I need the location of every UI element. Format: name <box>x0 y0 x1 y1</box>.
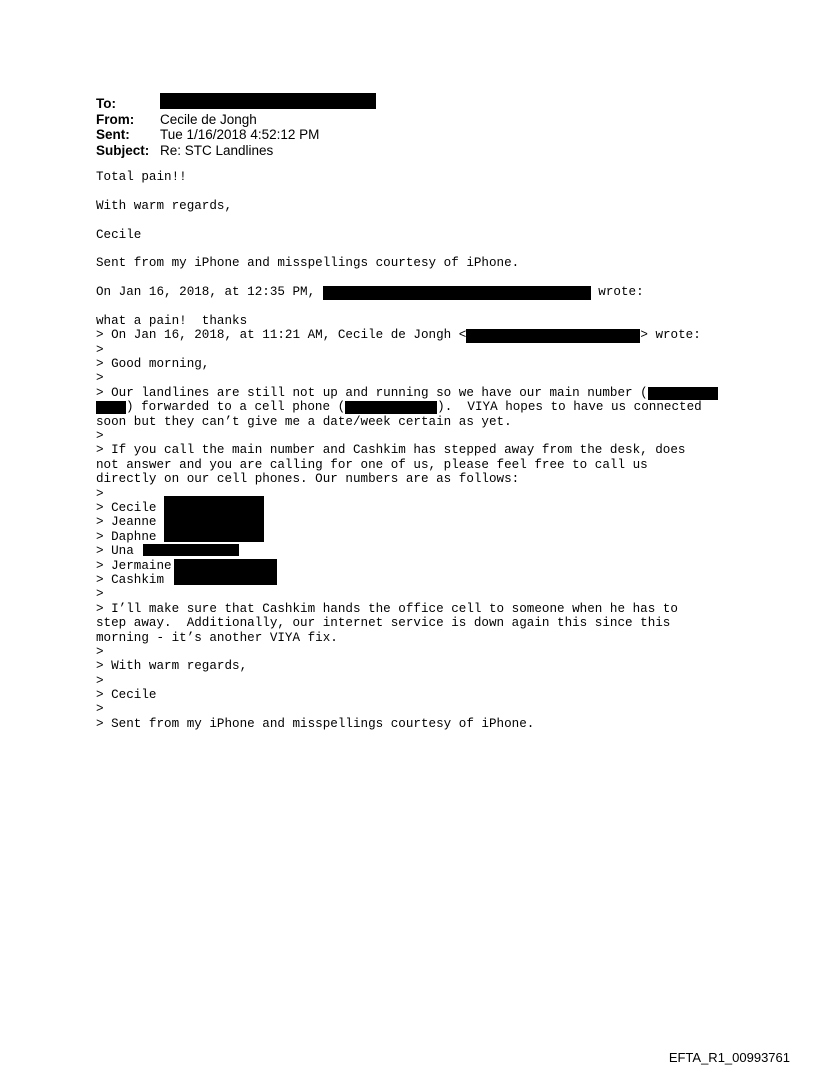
reply-signature: Sent from my iPhone and misspellings courtesy of iPhone. <box>96 256 520 271</box>
quote-marker: > <box>96 486 104 501</box>
daphne-number-redaction <box>164 530 264 542</box>
office-line-3: morning - it’s another VIYA fix. <box>96 630 338 645</box>
name-row: > Cashkim <box>96 573 756 587</box>
cashkim-number-redaction <box>174 573 277 585</box>
main-number-redaction-cont <box>96 401 126 414</box>
email-body <box>96 170 756 731</box>
quote-marker: > <box>96 587 104 602</box>
nested-signature: > Sent from my iPhone and misspellings courtesy of iPhone. <box>96 716 535 731</box>
reply-text: Total pain!! <box>96 170 187 184</box>
name-row: > Cecile <box>96 501 756 515</box>
landlines-line-3: soon but they can’t give me a date/week certain as yet. <box>96 414 512 429</box>
office-line-1: > I’ll make sure that Cashkim hands the office cell to someone when he has to <box>96 601 678 616</box>
sender-redaction <box>323 286 591 300</box>
nested-name: > Cecile <box>96 688 157 703</box>
nested-regards: > With warm regards, <box>96 659 248 674</box>
quote-marker: > <box>96 429 104 444</box>
from-label: From: <box>96 111 135 127</box>
jermaine-number-redaction <box>174 559 277 574</box>
subject-value: Re: STC Landlines <box>160 142 274 158</box>
quote-marker: > <box>96 371 104 386</box>
nested-intro-start: > On Jan 16, 2018, at 11:21 AM, Cecile de Jongh < <box>96 328 467 343</box>
good-morning: > Good morning, <box>96 357 210 372</box>
quote-marker: > <box>96 673 104 688</box>
jeanne-number-redaction <box>164 515 264 530</box>
name-row: > Daphne <box>96 530 756 544</box>
main-number-redaction <box>648 387 718 400</box>
cell-number-redaction <box>345 401 437 414</box>
nested-intro <box>96 328 756 342</box>
from-value: Cecile de Jongh <box>160 111 257 127</box>
reply-regards: With warm regards, <box>96 198 233 213</box>
landlines-line-2: ) forwarded to a cell phone ( ). VIYA hopes to have us connected <box>96 400 756 414</box>
call-line-1: > If you call the main number and Cashkim has stepped away from the desk, does <box>96 443 686 458</box>
to-redaction <box>160 93 376 109</box>
office-line-2: step away. Additionally, our internet service is down again this since this <box>96 616 671 631</box>
subject-label: Subject: <box>96 142 150 158</box>
landlines-line-1: > Our landlines are still not up and running so we have our main number ( <box>96 386 756 400</box>
document-id: EFTA_R1_00993761 <box>668 1050 790 1065</box>
name-row: > Jeanne <box>96 515 756 529</box>
to-label: To: <box>96 96 116 111</box>
quote-marker: > <box>96 702 104 717</box>
call-line-2: not answer and you are calling for one of us, please feel free to call us <box>96 457 648 472</box>
sent-label: Sent: <box>96 127 130 142</box>
una-number-redaction <box>143 544 239 556</box>
quote-marker: > <box>96 342 104 357</box>
reply-name: Cecile <box>96 227 142 242</box>
pain-line: what a pain! thanks <box>96 313 248 328</box>
name-row: > Jermaine <box>96 559 756 573</box>
email-header <box>96 96 396 160</box>
call-line-3: directly on our cell phones. Our numbers are as follows: <box>96 472 520 487</box>
quote-intro-end: wrote: <box>598 285 644 300</box>
sent-value: Tue 1/16/2018 4:52:12 PM <box>160 127 320 142</box>
quote-intro <box>96 285 756 299</box>
name-row: > Una <box>96 544 756 558</box>
email-redaction <box>466 329 640 343</box>
nested-intro-end: > wrote: <box>640 328 701 343</box>
quote-intro-start: On Jan 16, 2018, at 12:35 PM, <box>96 285 316 300</box>
quote-marker: > <box>96 644 104 659</box>
cecile-number-redaction <box>164 496 264 515</box>
